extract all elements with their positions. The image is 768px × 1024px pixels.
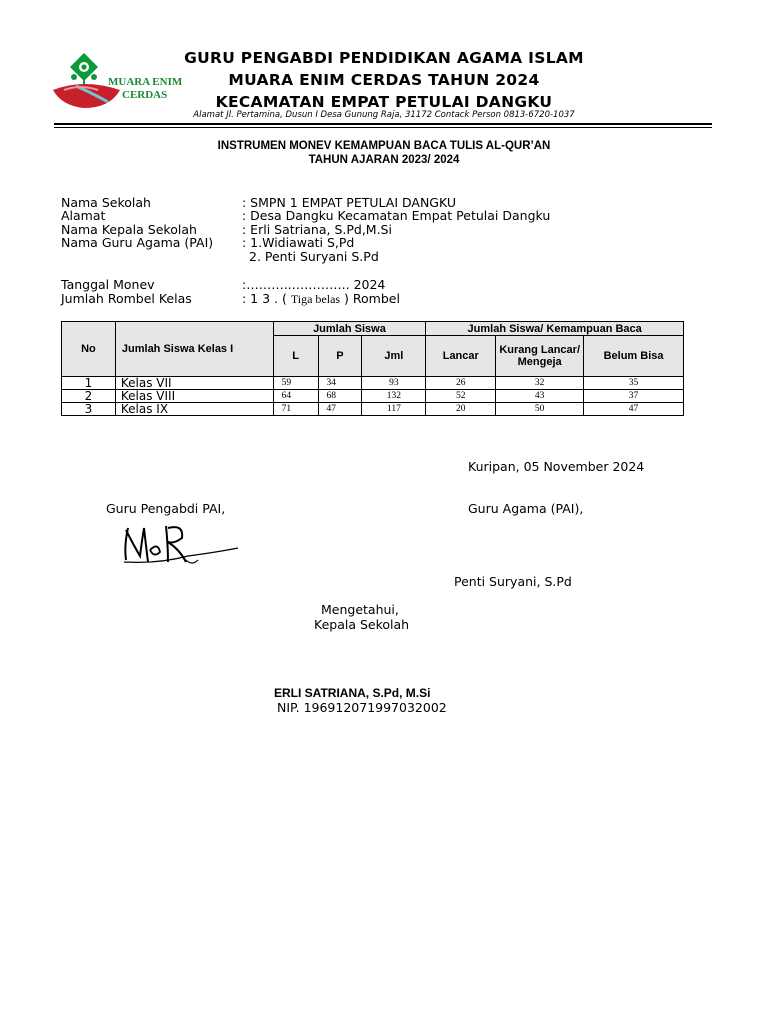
cell-belum-bisa: 35 [584,377,684,390]
right-signer-name: Penti Suryani, S.Pd [454,574,572,589]
header-kemampuan-baca: Jumlah Siswa/ Kemampuan Baca [426,322,684,336]
handwritten-signature [88,516,248,572]
header-l: L [273,336,318,377]
cell-jml: 132 [362,390,426,403]
cell-kurang-lancar: 50 [496,403,584,416]
header-kurang-lancar: Kurang Lancar/ Mengeja [496,336,584,377]
cell-l: 59 [273,377,318,390]
header-jumlah-siswa: Jumlah Siswa [273,322,426,336]
cell-no: 2 [62,390,116,403]
table-row [62,390,684,403]
label-tanggal-monev: Tanggal Monev [61,277,155,292]
table-row [62,377,684,390]
logo-text-top: MUARA ENIM [108,76,183,88]
cell-kelas: Kelas VII [115,377,273,390]
label-jumlah-rombel: Jumlah Rombel Kelas [61,291,192,306]
value-kepala-sekolah: : Erli Satriana, S.Pd,M.Si [242,222,392,237]
cell-jml: 93 [362,377,426,390]
letterhead-rule-thick [54,123,712,125]
header-lancar: Lancar [426,336,496,377]
header-jml: Jml [362,336,426,377]
header-kelas: Jumlah Siswa Kelas I [115,322,273,377]
cell-kelas: Kelas VIII [115,390,273,403]
cell-lancar: 52 [426,390,496,403]
signature-icon [88,516,248,572]
cell-lancar: 26 [426,377,496,390]
cell-p: 47 [318,403,362,416]
header-p: P [318,336,362,377]
value-guru-agama-1: : 1.Widiawati S,Pd [242,235,355,250]
kepala-sekolah-nip: NIP. 196912071997032002 [277,700,447,715]
header-no: No [62,322,116,377]
logo-text-bottom: CERDAS [122,89,168,101]
label-kepala-sekolah: Nama Kepala Sekolah [61,222,197,237]
cell-no: 3 [62,403,116,416]
letterhead-line1: GURU PENGABDI PENDIDIKAN AGAMA ISLAM [184,49,584,67]
cell-p: 34 [318,377,362,390]
place-date: Kuripan, 05 November 2024 [468,459,645,474]
left-signer-role: Guru Pengabdi PAI, [106,501,226,516]
cell-kurang-lancar: 43 [496,390,584,403]
label-alamat: Alamat [61,208,106,223]
cell-lancar: 20 [426,403,496,416]
right-signer-role: Guru Agama (PAI), [468,501,584,516]
value-nama-sekolah: : SMPN 1 EMPAT PETULAI DANGKU [242,195,456,210]
value-guru-agama-2: 2. Penti Suryani S.Pd [249,249,379,264]
cell-no: 1 [62,377,116,390]
cell-l: 64 [273,390,318,403]
cell-belum-bisa: 37 [584,390,684,403]
letterhead-address: Alamat Jl. Pertamina, Dusun I Desa Gunung Raja, 31172 Contack Person 0813-6720-1037 [193,110,575,120]
table-row [62,403,684,416]
cell-l: 71 [273,403,318,416]
header-belum-bisa: Belum Bisa [584,336,684,377]
cell-kurang-lancar: 32 [496,377,584,390]
rombel-suffix: ) Rombel [340,291,400,306]
mengetahui-label: Mengetahui, [321,602,399,617]
monev-table [61,321,684,416]
document-title: INSTRUMEN MONEV KEMAMPUAN BACA TULIS AL-QUR’AN [217,140,551,152]
cell-kelas: Kelas IX [115,403,273,416]
letterhead-line3: KECAMATAN EMPAT PETULAI DANGKU [215,93,553,111]
document-subtitle: TAHUN AJARAN 2023/ 2024 [308,154,460,166]
value-tanggal-monev: :………..………….. 2024 [242,277,386,292]
cell-belum-bisa: 47 [584,403,684,416]
kepala-sekolah-name: ERLI SATRIANA, S.Pd, M.Si [274,686,431,700]
rombel-prefix: : 1 3 . ( [242,291,291,306]
cell-p: 68 [318,390,362,403]
value-alamat: : Desa Dangku Kecamatan Empat Petulai Dangku [242,208,551,223]
cell-jml: 117 [362,403,426,416]
kepala-sekolah-label: Kepala Sekolah [314,617,410,632]
letterhead-line2: MUARA ENIM CERDAS TAHUN 2024 [228,71,540,89]
letterhead-rule-thin [54,127,712,128]
label-guru-agama: Nama Guru Agama (PAI) [61,235,214,250]
rombel-words: Tiga belas [290,292,341,306]
value-jumlah-rombel [242,291,400,307]
label-nama-sekolah: Nama Sekolah [61,195,151,210]
